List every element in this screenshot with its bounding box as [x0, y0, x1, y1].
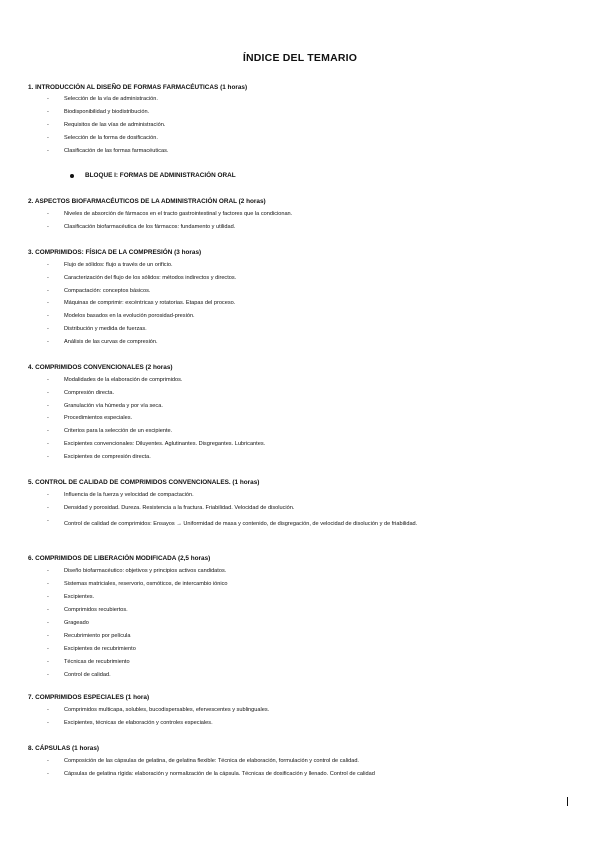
- block-heading: BLOQUE I: FORMAS DE ADMINISTRACIÓN ORAL: [85, 172, 236, 179]
- list-dash: -: [47, 148, 49, 154]
- list-dash: -: [47, 377, 49, 383]
- list-dash: -: [47, 122, 49, 128]
- list-item: Grageado: [64, 620, 89, 626]
- list-item: Distribución y medida de fuerzas.: [64, 326, 147, 332]
- section-heading: 5. CONTROL DE CALIDAD DE COMPRIMIDOS CONVENCIONALES. (1 horas): [28, 479, 260, 486]
- list-dash: -: [47, 275, 49, 281]
- list-dash: -: [47, 672, 49, 678]
- list-dash: -: [47, 326, 49, 332]
- section-heading: 1. INTRODUCCIÓN AL DISEÑO DE FORMAS FARMACÉUTICAS (1 horas): [28, 84, 248, 91]
- list-item: Diseño biofarmacéutico: objetivos y principios activos candidatos.: [64, 568, 227, 574]
- list-dash: -: [47, 771, 49, 777]
- list-item: Excipientes, técnicas de elaboración y controles especiales.: [64, 720, 213, 726]
- list-dash: -: [47, 224, 49, 230]
- list-item: Influencia de la fuerza y velocidad de compactación.: [64, 492, 194, 498]
- page-title: ÍNDICE DEL TEMARIO: [242, 52, 358, 64]
- list-item: Máquinas de comprimir: excéntricas y rotatorias. Etapas del proceso.: [64, 300, 236, 306]
- list-dash: -: [47, 492, 49, 498]
- list-dash: -: [47, 707, 49, 713]
- list-item: Compactación: conceptos básicos.: [64, 288, 151, 294]
- list-dash: -: [47, 568, 49, 574]
- section-heading: 6. COMPRIMIDOS DE LIBERACIÓN MODIFICADA (2,5 horas): [28, 555, 211, 562]
- bullet-dot-icon: [70, 174, 74, 178]
- list-dash: -: [47, 109, 49, 115]
- list-item: Criterios para la selección de un excipiente.: [64, 428, 173, 434]
- list-dash: -: [47, 390, 49, 396]
- list-dash: -: [47, 211, 49, 217]
- list-item: Control de calidad.: [64, 672, 111, 678]
- list-item: Biodisponibilidad y biodistribución.: [64, 109, 150, 115]
- page-edge-mark: [567, 797, 568, 806]
- section-heading: 8. CÁPSULAS (1 horas): [28, 745, 100, 752]
- list-dash: -: [47, 505, 49, 511]
- list-item: Selección de la vía de administración.: [64, 96, 158, 102]
- list-dash: -: [47, 646, 49, 652]
- list-dash: -: [47, 288, 49, 294]
- list-dash: -: [47, 403, 49, 409]
- list-item: Clasificación de las formas farmacéuticas.: [64, 148, 169, 154]
- list-dash: -: [47, 581, 49, 587]
- list-item: Granulación vía húmeda y por vía seca.: [64, 403, 163, 409]
- list-dash: -: [47, 300, 49, 306]
- section-heading: 3. COMPRIMIDOS: FÍSICA DE LA COMPRESIÓN (3 horas): [28, 249, 202, 256]
- list-item: Análisis de las curvas de compresión.: [64, 339, 158, 345]
- list-item: Modalidades de la elaboración de comprimidos.: [64, 377, 183, 383]
- section-heading: 4. COMPRIMIDOS CONVENCIONALES (2 horas): [28, 364, 173, 371]
- list-item: Comprimidos multicapa, solubles, bucodispersables, efervescentes y sublinguales.: [64, 707, 270, 713]
- list-dash: -: [47, 758, 49, 764]
- section-heading: 7. COMPRIMIDOS ESPECIALES (1 hora): [28, 694, 150, 701]
- list-dash: -: [47, 659, 49, 665]
- list-item: Excipientes convencionales: Diluyentes. Aglutinantes. Disgregantes. Lubricantes.: [64, 441, 266, 447]
- list-item: Compresión directa.: [64, 390, 115, 396]
- list-item: Recubrimiento por película: [64, 633, 131, 639]
- list-item: Densidad y porosidad. Dureza. Resistencia a la fractura. Friabilidad. Velocidad de disolución.: [64, 505, 295, 511]
- list-item: Técnicas de recubrimiento: [64, 659, 130, 665]
- list-dash: -: [47, 441, 49, 447]
- list-item: Excipientes de compresión directa.: [64, 454, 151, 460]
- list-item: Cápsulas de gelatina rígida: elaboración y normalización de la cápsula. Técnicas de dosificación y llenado. Control de calidad: [64, 771, 375, 777]
- list-item: Caracterización del flujo de los sólidos: métodos indirectos y directos.: [64, 275, 237, 281]
- section-heading: 2. ASPECTOS BIOFARMACÉUTICOS DE LA ADMINISTRACIÓN ORAL (2 horas): [28, 198, 266, 205]
- list-item: Modelos basados en la evolución porosidad-presión.: [64, 313, 195, 319]
- list-dash: -: [47, 454, 49, 460]
- list-dash: -: [47, 594, 49, 600]
- list-dash: -: [47, 415, 49, 421]
- list-dash: -: [47, 607, 49, 613]
- list-dash: -: [47, 135, 49, 141]
- list-item: Clasificación biofarmacéutica de los fármacos: fundamento y utilidad.: [64, 224, 236, 230]
- list-item: Niveles de absorción de fármacos en el tracto gastrointestinal y factores que la condicionan.: [64, 211, 293, 217]
- list-dash: -: [47, 96, 49, 102]
- list-dash: -: [47, 313, 49, 319]
- list-item: Excipientes de recubrimiento: [64, 646, 136, 652]
- list-item: Requisitos de las vías de administración.: [64, 122, 166, 128]
- list-item: Composición de las cápsulas de gelatina, de gelatina flexible: Técnica de elaboración, formulación y control de calidad.: [64, 758, 359, 764]
- list-item: Control de calidad de comprimidos: Ensayos → Uniformidad de masa y contenido, de disgregación, de velocidad de disolución y de friabilidad.: [64, 521, 418, 527]
- list-item: Flujo de sólidos: flujo a través de un orificio.: [64, 262, 173, 268]
- list-dash: -: [47, 720, 49, 726]
- list-dash: -: [47, 633, 49, 639]
- list-item: Comprimidos recubiertos.: [64, 607, 128, 613]
- list-item: Procedimientos especiales.: [64, 415, 133, 421]
- list-dash: -: [47, 428, 49, 434]
- list-item: Selección de la forma de dosificación.: [64, 135, 158, 141]
- list-item: Excipientes.: [64, 594, 95, 600]
- list-dash: -: [47, 262, 49, 268]
- list-dash: -: [47, 339, 49, 345]
- list-item: Sistemas matriciales, reservorio, osmóticos, de intercambio iónico: [64, 581, 228, 587]
- list-dash: -: [47, 620, 49, 626]
- list-dash: -: [47, 518, 49, 524]
